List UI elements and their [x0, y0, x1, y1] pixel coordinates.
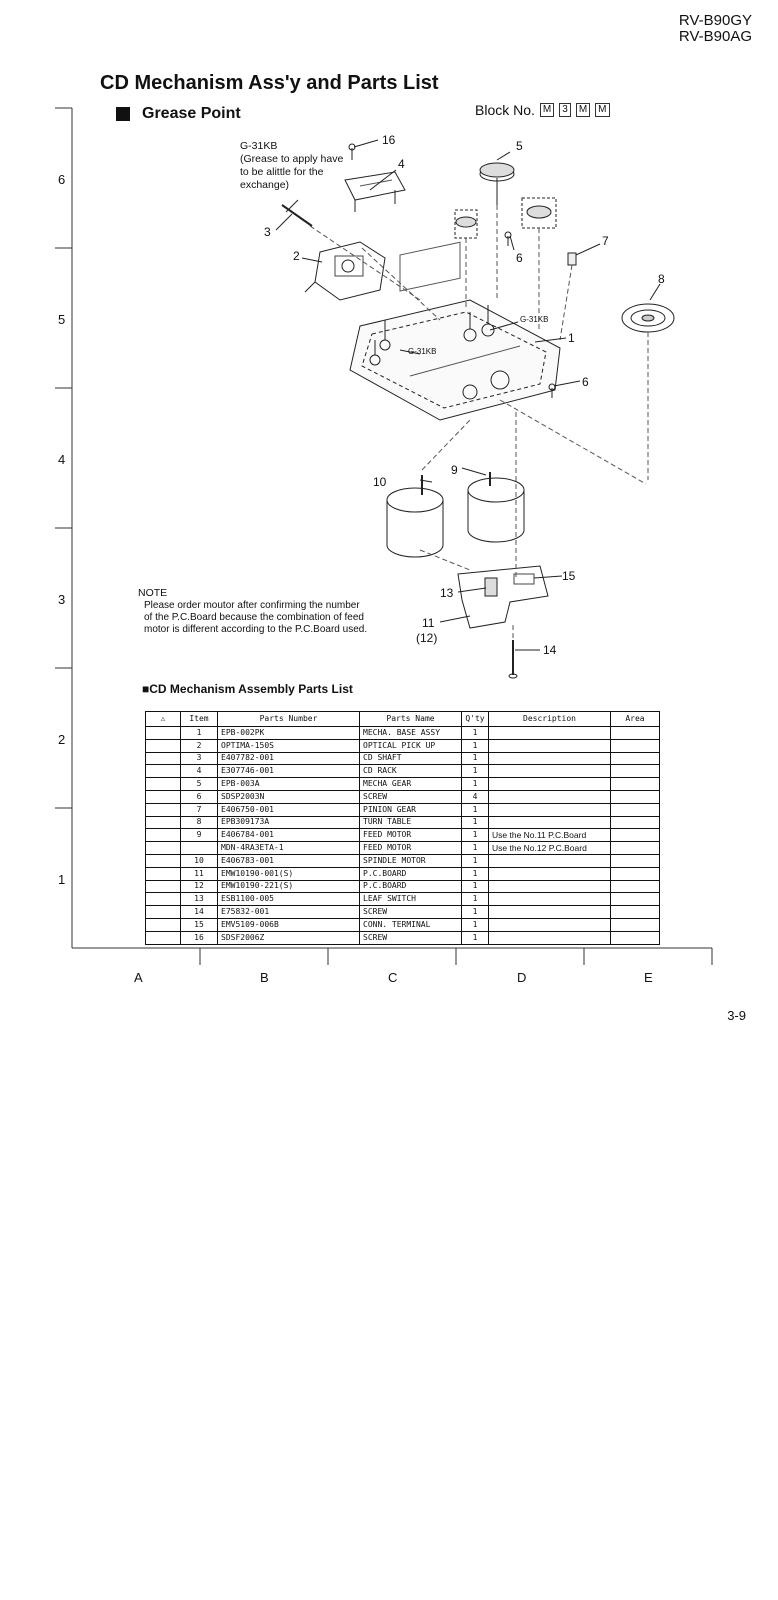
table-cell-num: EMV5109-006B — [218, 918, 360, 931]
callout-label: 5 — [516, 139, 523, 153]
table-cell-desc — [489, 893, 611, 906]
note-line: of the P.C.Board because the combination of feed — [144, 612, 364, 623]
table-cell-area — [611, 893, 660, 906]
table-cell-area — [611, 752, 660, 765]
table-cell-qty: 4 — [462, 790, 489, 803]
table-cell-item: 4 — [181, 765, 218, 778]
callout-label: 15 — [562, 569, 576, 583]
table-cell-warn — [146, 739, 181, 752]
table-cell-item: 3 — [181, 752, 218, 765]
table-cell-warn — [146, 727, 181, 740]
grease-point-label: G-31KB — [408, 347, 437, 356]
table-cell-qty: 1 — [462, 727, 489, 740]
callout-label: 7 — [602, 234, 609, 248]
grease-note-line: G-31KB — [240, 140, 278, 152]
table-cell-item: 16 — [181, 931, 218, 944]
table-cell-num: EPB-002PK — [218, 727, 360, 740]
cd-shaft — [282, 205, 312, 226]
table-cell-name: P.C.BOARD — [360, 880, 462, 893]
small-gear — [455, 198, 556, 238]
callout-label: 4 — [398, 157, 405, 171]
table-cell-item — [181, 842, 218, 855]
block-code: M — [576, 103, 590, 117]
page-title: CD Mechanism Ass'y and Parts List — [100, 72, 439, 94]
table-cell-desc — [489, 727, 611, 740]
table-cell-name: FEED MOTOR — [360, 829, 462, 842]
table-cell-item: 15 — [181, 918, 218, 931]
table-cell-num: MDN-4RA3ETA-1 — [218, 842, 360, 855]
table-cell-num: E406784-001 — [218, 829, 360, 842]
callout-label: 6 — [516, 251, 523, 265]
table-cell-num: E75832-001 — [218, 906, 360, 919]
column-marker: D — [517, 970, 527, 985]
table-cell-warn — [146, 778, 181, 791]
callout-label: 2 — [293, 249, 300, 263]
table-row — [146, 765, 660, 778]
table-row — [146, 727, 660, 740]
table-cell-desc — [489, 790, 611, 803]
note-line: Please order moutor after confirming the number — [144, 600, 360, 611]
table-cell-area — [611, 816, 660, 829]
table-cell-name: PINION GEAR — [360, 803, 462, 816]
block-code: M — [595, 103, 609, 117]
table-cell-name: FEED MOTOR — [360, 842, 462, 855]
grease-point-label: G-31KB — [520, 315, 549, 324]
callout-label: 1 — [568, 331, 575, 345]
table-cell-desc — [489, 867, 611, 880]
parts-list-title-text: CD Mechanism Assembly Parts List — [149, 682, 353, 696]
table-cell-name: MECHA GEAR — [360, 778, 462, 791]
grease-note — [240, 140, 360, 192]
table-cell-name: P.C.BOARD — [360, 867, 462, 880]
table-cell-item: 2 — [181, 739, 218, 752]
table-cell-area — [611, 931, 660, 944]
table-cell-name: CD SHAFT — [360, 752, 462, 765]
table-cell-desc — [489, 918, 611, 931]
grease-note-line: to be alittle for the — [240, 166, 324, 178]
table-cell-qty: 1 — [462, 906, 489, 919]
table-cell-qty: 1 — [462, 931, 489, 944]
parts-list-table — [145, 711, 660, 945]
callout-label: 16 — [382, 133, 396, 147]
table-cell-num: E406750-001 — [218, 803, 360, 816]
row-marker: 2 — [58, 732, 66, 747]
table-cell-qty: 1 — [462, 867, 489, 880]
table-row — [146, 854, 660, 867]
table-cell-item: 14 — [181, 906, 218, 919]
table-cell-num: E406783-001 — [218, 854, 360, 867]
table-cell-item: 5 — [181, 778, 218, 791]
table-cell-qty: 1 — [462, 893, 489, 906]
table-cell-warn — [146, 893, 181, 906]
table-row — [146, 803, 660, 816]
table-cell-warn — [146, 867, 181, 880]
table-cell-qty: 1 — [462, 854, 489, 867]
column-marker: E — [644, 970, 653, 985]
table-cell-name: LEAF SWITCH — [360, 893, 462, 906]
table-row — [146, 893, 660, 906]
table-cell-item: 6 — [181, 790, 218, 803]
table-cell-name: CD RACK — [360, 765, 462, 778]
table-row — [146, 842, 660, 855]
table-row — [146, 918, 660, 931]
callout-label: (12) — [416, 631, 438, 645]
table-row — [146, 778, 660, 791]
callout-label: 8 — [658, 272, 665, 286]
table-cell-num: OPTIMA-150S — [218, 739, 360, 752]
table-cell-desc — [489, 765, 611, 778]
pc-board — [458, 566, 548, 628]
optical-pickup — [305, 242, 385, 300]
table-cell-warn — [146, 765, 181, 778]
block-code: M — [540, 103, 554, 117]
pinion-gear — [568, 253, 576, 265]
table-cell-warn — [146, 931, 181, 944]
table-cell-name: TURN TABLE — [360, 816, 462, 829]
table-cell-desc — [489, 880, 611, 893]
row-marker: 4 — [58, 452, 66, 467]
table-cell-warn — [146, 906, 181, 919]
table-cell-num: E407782-001 — [218, 752, 360, 765]
mecha-gear — [480, 163, 514, 205]
table-cell-area — [611, 727, 660, 740]
table-cell-desc — [489, 854, 611, 867]
table-cell-qty: 1 — [462, 816, 489, 829]
parts-list-title: ■CD Mechanism Assembly Parts List — [142, 682, 353, 696]
column-marker: B — [260, 970, 269, 985]
table-cell-desc — [489, 906, 611, 919]
table-header-row — [146, 712, 660, 727]
block-code: 3 — [559, 103, 571, 117]
table-cell-warn — [146, 816, 181, 829]
table-cell-desc — [489, 739, 611, 752]
table-cell-num: E307746-001 — [218, 765, 360, 778]
table-cell-name: MECHA. BASE ASSY — [360, 727, 462, 740]
note-heading: NOTE — [138, 587, 168, 599]
table-cell-desc: Use the No.11 P.C.Board — [489, 829, 611, 842]
note-line: motor is different according to the P.C.Board used. — [144, 624, 368, 635]
table-row — [146, 739, 660, 752]
table-cell-desc — [489, 803, 611, 816]
grease-note-line: exchange) — [240, 179, 290, 191]
table-cell-warn — [146, 918, 181, 931]
table-cell-qty: 1 — [462, 765, 489, 778]
table-cell-num: SDSP2003N — [218, 790, 360, 803]
table-cell-name: SPINDLE MOTOR — [360, 854, 462, 867]
table-row — [146, 867, 660, 880]
table-row — [146, 790, 660, 803]
table-cell-item: 9 — [181, 829, 218, 842]
table-cell-desc — [489, 778, 611, 791]
column-header: Parts Name — [360, 712, 462, 727]
callout-label: 10 — [373, 475, 387, 489]
table-cell-name: CONN. TERMINAL — [360, 918, 462, 931]
table-cell-qty: 1 — [462, 842, 489, 855]
table-cell-name: SCREW — [360, 906, 462, 919]
section-label: Grease Point — [142, 105, 241, 122]
table-cell-warn — [146, 854, 181, 867]
column-header: Description — [489, 712, 611, 727]
table-cell-area — [611, 906, 660, 919]
leaf-switch — [485, 578, 497, 596]
table-cell-area — [611, 803, 660, 816]
table-cell-name: SCREW — [360, 790, 462, 803]
column-header: Parts Number — [218, 712, 360, 727]
table-cell-item: 10 — [181, 854, 218, 867]
spindle-motor — [387, 475, 443, 557]
callout-label: 14 — [543, 643, 557, 657]
table-cell-desc — [489, 816, 611, 829]
callout-label: 11 — [422, 616, 435, 630]
table-cell-desc — [489, 931, 611, 944]
table-cell-qty: 1 — [462, 739, 489, 752]
table-row — [146, 816, 660, 829]
table-cell-area — [611, 739, 660, 752]
table-cell-item: 8 — [181, 816, 218, 829]
table-cell-num: EMW10190-001(S) — [218, 867, 360, 880]
table-cell-area — [611, 867, 660, 880]
table-cell-area — [611, 918, 660, 931]
table-cell-warn — [146, 790, 181, 803]
model-number-1: RV-B90GY — [678, 12, 752, 29]
table-row — [146, 880, 660, 893]
table-cell-item: 13 — [181, 893, 218, 906]
table-row — [146, 752, 660, 765]
table-row — [146, 931, 660, 944]
table-cell-name: SCREW — [360, 931, 462, 944]
table-cell-item: 7 — [181, 803, 218, 816]
table-cell-qty: 1 — [462, 829, 489, 842]
grease-note-line: (Grease to apply have — [240, 153, 344, 165]
table-cell-num: EMW10190-221(S) — [218, 880, 360, 893]
block-label: Block No. — [475, 102, 535, 118]
column-header: Item — [181, 712, 218, 727]
row-marker: 3 — [58, 592, 66, 607]
table-row — [146, 906, 660, 919]
table-cell-area — [611, 829, 660, 842]
callout-label: 9 — [451, 463, 458, 477]
row-marker: 1 — [58, 872, 66, 887]
note-body — [144, 600, 374, 636]
table-cell-item: 12 — [181, 880, 218, 893]
table-cell-warn — [146, 842, 181, 855]
table-cell-num: EPB309173A — [218, 816, 360, 829]
column-marker: C — [388, 970, 398, 985]
turn-table — [622, 304, 674, 332]
table-cell-item: 1 — [181, 727, 218, 740]
table-cell-area — [611, 778, 660, 791]
table-cell-item: 11 — [181, 867, 218, 880]
table-cell-area — [611, 842, 660, 855]
row-marker: 5 — [58, 312, 66, 327]
callout-label: 13 — [440, 586, 454, 600]
table-cell-qty: 1 — [462, 778, 489, 791]
table-cell-qty: 1 — [462, 880, 489, 893]
table-cell-warn — [146, 752, 181, 765]
callout-label: 6 — [582, 375, 589, 389]
table-cell-qty: 1 — [462, 803, 489, 816]
table-cell-warn — [146, 803, 181, 816]
page-number: 3-9 — [727, 1008, 746, 1023]
callout-label: 3 — [264, 225, 271, 239]
table-cell-area — [611, 854, 660, 867]
table-cell-num: ESB1100-005 — [218, 893, 360, 906]
table-cell-name: OPTICAL PICK UP — [360, 739, 462, 752]
feed-motor — [468, 472, 524, 542]
table-cell-qty: 1 — [462, 918, 489, 931]
table-cell-desc — [489, 752, 611, 765]
table-cell-num: EPB-003A — [218, 778, 360, 791]
table-cell-area — [611, 765, 660, 778]
table-cell-desc: Use the No.12 P.C.Board — [489, 842, 611, 855]
column-header: Q'ty — [462, 712, 489, 727]
table-cell-qty: 1 — [462, 752, 489, 765]
row-marker: 6 — [58, 172, 66, 187]
table-cell-area — [611, 790, 660, 803]
column-marker: A — [134, 970, 143, 985]
column-header: Area — [611, 712, 660, 727]
table-cell-warn — [146, 829, 181, 842]
table-row — [146, 829, 660, 842]
table-cell-area — [611, 880, 660, 893]
table-cell-num: SDSF2006Z — [218, 931, 360, 944]
model-number-2: RV-B90AG — [678, 28, 752, 45]
table-cell-warn — [146, 880, 181, 893]
warning-icon: ⚠ — [146, 712, 181, 727]
